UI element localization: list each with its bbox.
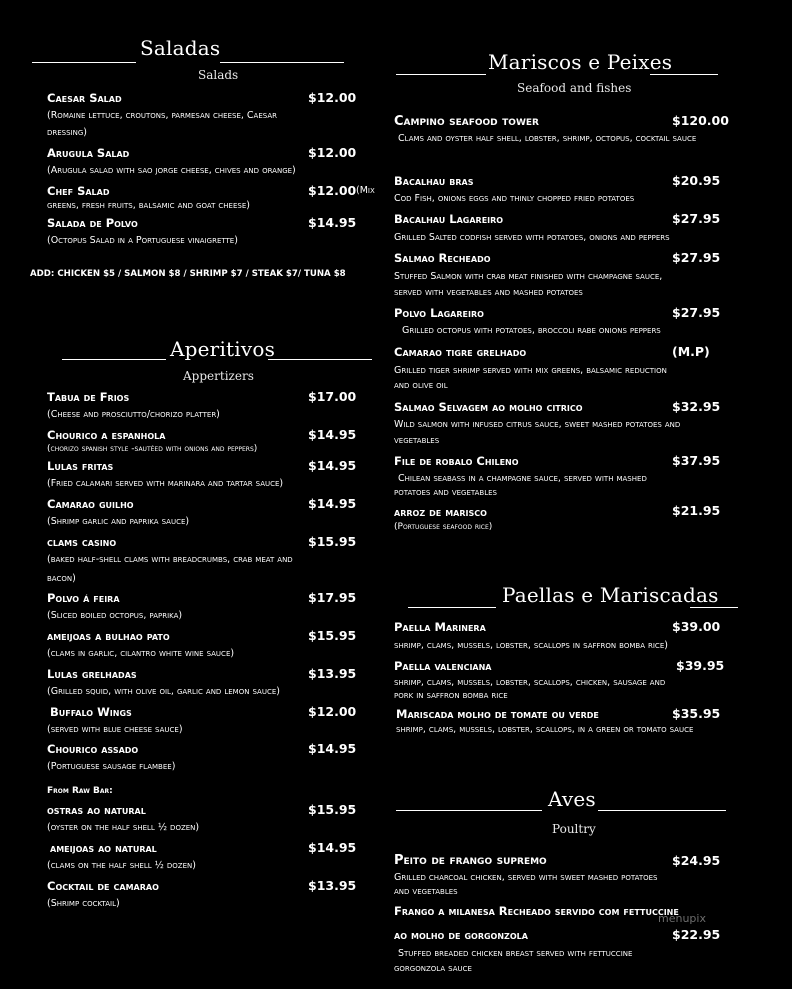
- menu-item-desc: (Romaine lettuce, croutons, parmesan cheese, Caesar: [47, 110, 277, 121]
- menu-item-price: $15.95: [308, 802, 357, 817]
- section-title-aperitivos: Aperitivos: [170, 337, 276, 361]
- menu-item-price: $120.00: [672, 113, 729, 128]
- menu-item-price: $20.95: [672, 173, 721, 188]
- menu-item-name: Peito de frango supremo: [394, 853, 547, 868]
- menu-item-price: $39.95: [676, 658, 725, 673]
- menu-item-price: $15.95: [308, 534, 357, 549]
- section-title-aves: Aves: [548, 787, 596, 811]
- menu-item-desc: (Sliced boiled octopus, paprika): [47, 610, 183, 621]
- menu-item-name: Tabua de Frios: [47, 390, 130, 404]
- menu-item-name: Paella Marinera: [394, 620, 486, 634]
- menu-item-desc: Clams and oyster half shell, lobster, shrimp, octopus, cocktail sauce: [398, 133, 697, 144]
- menu-item-desc: Stuffed Salmon with crab meat finished with champagne sauce,: [394, 271, 663, 282]
- menu-item-name: ostras ao natural: [47, 803, 146, 817]
- menu-item-desc: Grilled Salted codfish served with potatoes, onions and peppers: [394, 232, 670, 243]
- heading-rule: [690, 607, 738, 608]
- menu-item-desc: and vegetables: [394, 886, 458, 897]
- menu-item-price: $12.00: [308, 704, 357, 719]
- menu-item-desc: served with vegetables and mashed potatoes: [394, 287, 583, 298]
- heading-rule: [650, 74, 718, 75]
- menu-item-price: $15.95: [308, 628, 357, 643]
- menu-item-desc: (served with blue cheese sauce): [47, 724, 183, 735]
- menu-item-name: Cocktail de camarao: [47, 879, 159, 893]
- menu-item-name: Chourico assado: [47, 742, 139, 756]
- menu-item-name: Frango a milanesa Recheado servido com fettuccine: [394, 904, 679, 918]
- menu-item-desc: Cod Fish, onions eggs and thinly chopped fried potatoes: [394, 193, 635, 204]
- heading-rule: [220, 62, 344, 63]
- menu-item-name: Caesar Salad: [47, 91, 122, 105]
- menu-item-desc: pork in saffron bomba rice: [394, 690, 508, 701]
- menu-item-desc: shrimp, clams, mussels, lobster, scallops in saffron bomba rice): [394, 640, 668, 651]
- menu-item-name: Camarao guilho: [47, 497, 134, 511]
- menu-item-name: Salada de Polvo: [47, 216, 138, 230]
- menu-item-price: $13.95: [308, 878, 357, 893]
- menu-item-name: Salmao Selvagem ao molho citrico: [394, 400, 583, 414]
- menu-item-name: arroz de marisco: [394, 505, 487, 519]
- heading-rule: [62, 359, 166, 360]
- heading-rule: [396, 810, 542, 811]
- menu-item-desc: and olive oil: [394, 380, 448, 391]
- section-title-mariscos: Mariscos e Peixes: [488, 50, 673, 74]
- menu-item-price: $17.00: [308, 389, 357, 404]
- menu-item-desc: (Shrimp cocktail): [47, 898, 120, 909]
- heading-rule: [32, 62, 136, 63]
- menu-item-price: $12.00: [308, 183, 357, 198]
- section-title-paellas: Paellas e Mariscadas: [502, 583, 719, 607]
- menu-item-price: $27.95: [672, 211, 721, 226]
- menu-item-desc: (Grilled squid, with olive oil, garlic and lemon sauce): [47, 686, 280, 697]
- menu-item-desc: greens, fresh fruits, balsamic and goat cheese): [47, 200, 250, 211]
- menu-item-price: $24.95: [672, 853, 721, 868]
- menu-item-price: $14.95: [308, 458, 357, 473]
- menu-item-price: $14.95: [308, 427, 357, 442]
- salad-addons: ADD: CHICKEN $5 / SALMON $8 / SHRIMP $7 / STEAK $7/ TUNA $8: [30, 269, 346, 279]
- menu-item-name: Camarao tigre grelhado: [394, 345, 527, 359]
- menu-item-price: $27.95: [672, 305, 721, 320]
- menu-item-price: (M.P): [672, 344, 710, 359]
- menu-item-name: Polvo á feira: [47, 591, 120, 605]
- menu-item-price: $13.95: [308, 666, 357, 681]
- menu-item-desc: (oyster on the half shell ½ dozen): [47, 822, 200, 833]
- menu-item-desc: (clams on the half shell ½ dozen): [47, 860, 196, 871]
- menu-item-desc: (Arugula salad with sao jorge cheese, chives and orange): [47, 165, 296, 176]
- menu-item-name: Salmao Recheado: [394, 251, 491, 265]
- menu-item-name: ameijoas ao natural: [50, 841, 157, 855]
- menu-item-desc: vegetables: [394, 435, 440, 446]
- menu-item-desc: Chilean seabass in a champagne sauce, served with mashed: [398, 473, 647, 484]
- menu-item-name: Chourico a espanhola: [47, 428, 166, 442]
- menu-item-name: Arugula Salad: [47, 146, 130, 160]
- menu-item-desc: (Portuguese sausage flambee): [47, 761, 176, 772]
- menu-item-desc: Wild salmon with infused citrus sauce, sweet mashed potatoes and: [394, 419, 681, 430]
- menu-item-name: Polvo Lagareiro: [394, 306, 484, 320]
- menu-item-price: $14.95: [308, 215, 357, 230]
- menu-item-desc: shrimp, clams, mussels, lobster, scallops, in a green or tomato sauce: [396, 724, 694, 735]
- watermark: menupix: [658, 912, 706, 925]
- section-subtitle-aperitivos: Appertizers: [183, 369, 254, 383]
- right-column: [396, 0, 792, 989]
- menu-item-name-continued: ao molho de gorgonzola: [394, 928, 528, 942]
- menu-item-desc: (Portuguese seafood rice): [394, 522, 493, 532]
- menu-item-name: ameijoas a bulhao pato: [47, 629, 170, 643]
- menu-item-desc: dressing): [47, 127, 87, 138]
- menu-item-price: $37.95: [672, 453, 721, 468]
- menu-item-desc: potatoes and vegetables: [394, 487, 497, 498]
- menu-item-desc: (Shrimp garlic and paprika sauce): [47, 516, 190, 527]
- menu-item-desc: Grilled charcoal chicken, served with sweet mashed potatoes: [394, 872, 658, 883]
- menu-item-price: $12.00: [308, 145, 357, 160]
- menu-item-name: clams casino: [47, 535, 117, 549]
- section-subtitle-saladas: Salads: [198, 68, 239, 82]
- menu-item-desc: Grilled octopus with potatoes, broccoli rabe onions peppers: [402, 325, 661, 336]
- menu-item-name: Bacalhau bras: [394, 174, 474, 188]
- menu-item-desc: shrimp, clams, mussels, lobster, scallops, chicken, sausage and: [394, 677, 666, 688]
- menu-item-name: File de robalo Chileno: [394, 454, 519, 468]
- menu-item-price: $12.00: [308, 90, 357, 105]
- menu-item-price: $22.95: [672, 927, 721, 942]
- heading-rule: [408, 607, 496, 608]
- menu-item-desc: (Fried calamari served with marinara and tartar sauce): [47, 478, 284, 489]
- menu-item-desc: gorgonzola sauce: [394, 963, 472, 974]
- menu-item-name: Buffalo Wings: [50, 705, 132, 719]
- menu-item-price: $14.95: [308, 840, 357, 855]
- menu-item-desc: (Octopus Salad in a Portuguese vinaigrette): [47, 235, 238, 246]
- menu-item-name: Campino seafood tower: [394, 114, 539, 129]
- menu-item-desc: bacon): [47, 573, 76, 584]
- menu-item-price: $39.00: [672, 619, 721, 634]
- section-subtitle-mariscos: Seafood and fishes: [517, 81, 632, 95]
- menu-item-desc: (Cheese and prosciutto/chorizo platter): [47, 409, 220, 420]
- raw-bar-label: From Raw Bar:: [47, 786, 113, 796]
- menu-item-price: $27.95: [672, 250, 721, 265]
- menu-item-price: $35.95: [672, 706, 721, 721]
- menu-item-price: $14.95: [308, 496, 357, 511]
- menu-item-price: $32.95: [672, 399, 721, 414]
- menu-item-desc: (chorizo spanish style -sautéed with onions and peppers): [47, 444, 258, 454]
- heading-rule: [396, 74, 486, 75]
- menu-item-desc: (baked half-shell clams with breadcrumbs, crab meat and: [47, 554, 293, 565]
- menu-item-desc: Stuffed breaded chicken breast served with fettuccine: [398, 948, 633, 959]
- menu-item-desc: (clams in garlic, cilantro white wine sauce): [47, 648, 235, 659]
- menu-item-price-note: (Mix: [356, 185, 375, 196]
- menu-item-name: Paella valenciana: [394, 659, 492, 673]
- heading-rule: [598, 810, 726, 811]
- menu-item-desc: Grilled tiger shrimp served with mix greens, balsamic reduction: [394, 365, 667, 376]
- heading-rule: [268, 359, 372, 360]
- menu-item-name: Lulas grelhadas: [47, 667, 137, 681]
- menu-item-price: $17.95: [308, 590, 357, 605]
- menu-item-name: Mariscada molho de tomate ou verde: [396, 707, 599, 721]
- menu-item-price: $14.95: [308, 741, 357, 756]
- menu-item-price: $21.95: [672, 503, 721, 518]
- menu-item-name: Lulas fritas: [47, 459, 114, 473]
- menu-item-name: Chef Salad: [47, 184, 110, 198]
- section-subtitle-aves: Poultry: [552, 822, 596, 836]
- section-title-saladas: Saladas: [140, 36, 221, 60]
- menu-item-name: Bacalhau Lagareiro: [394, 212, 504, 226]
